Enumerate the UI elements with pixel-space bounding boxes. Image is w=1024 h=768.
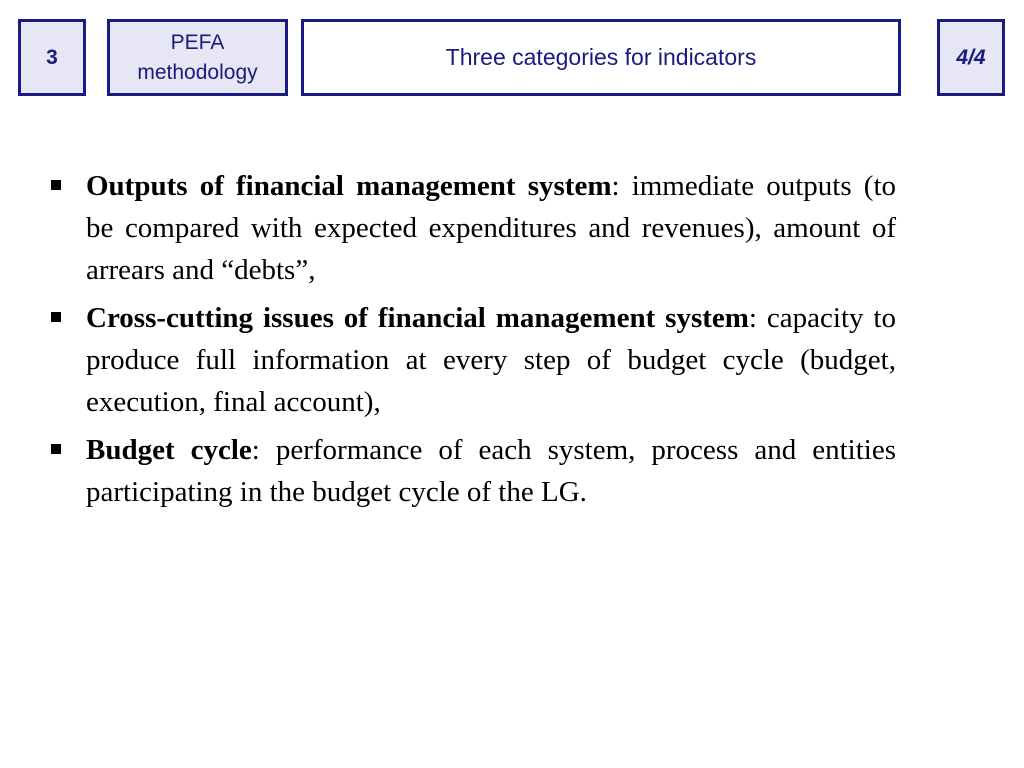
bullet-text: : immediate outputs (to be compared with expected expenditures and revenues), amount of arrears and “debts”, xyxy=(86,170,896,286)
bullet-heading: Cross-cutting issues of financial management system xyxy=(86,302,749,334)
bullet-item-cross-cutting xyxy=(46,297,896,423)
bullet-heading: Outputs of financial management system xyxy=(86,170,612,202)
square-bullet-icon xyxy=(51,180,61,190)
section-box xyxy=(107,19,288,96)
slide-number: 3 xyxy=(46,45,58,69)
square-bullet-icon xyxy=(51,444,61,454)
page-indicator-box xyxy=(937,19,1005,96)
bullet-item-budget-cycle xyxy=(46,429,896,513)
section-label-line2: methodology xyxy=(137,60,258,84)
slide-title-box xyxy=(301,19,901,96)
bullet-item-outputs xyxy=(46,165,896,291)
bullet-list xyxy=(46,165,896,519)
bullet-heading: Budget cycle xyxy=(86,434,252,466)
slide-title: Three categories for indicators xyxy=(445,44,757,70)
section-label-line1: PEFA xyxy=(170,30,225,54)
bullet-text: : performance of each system, process and entities participating in the budget cycle of the LG. xyxy=(86,434,896,508)
page-indicator: 4/4 xyxy=(956,45,986,69)
bullet-text: : capacity to produce full information at every step of budget cycle (budget, execution, final account), xyxy=(86,302,896,418)
slide-number-box xyxy=(18,19,86,96)
square-bullet-icon xyxy=(51,312,61,322)
section-label xyxy=(137,28,257,88)
